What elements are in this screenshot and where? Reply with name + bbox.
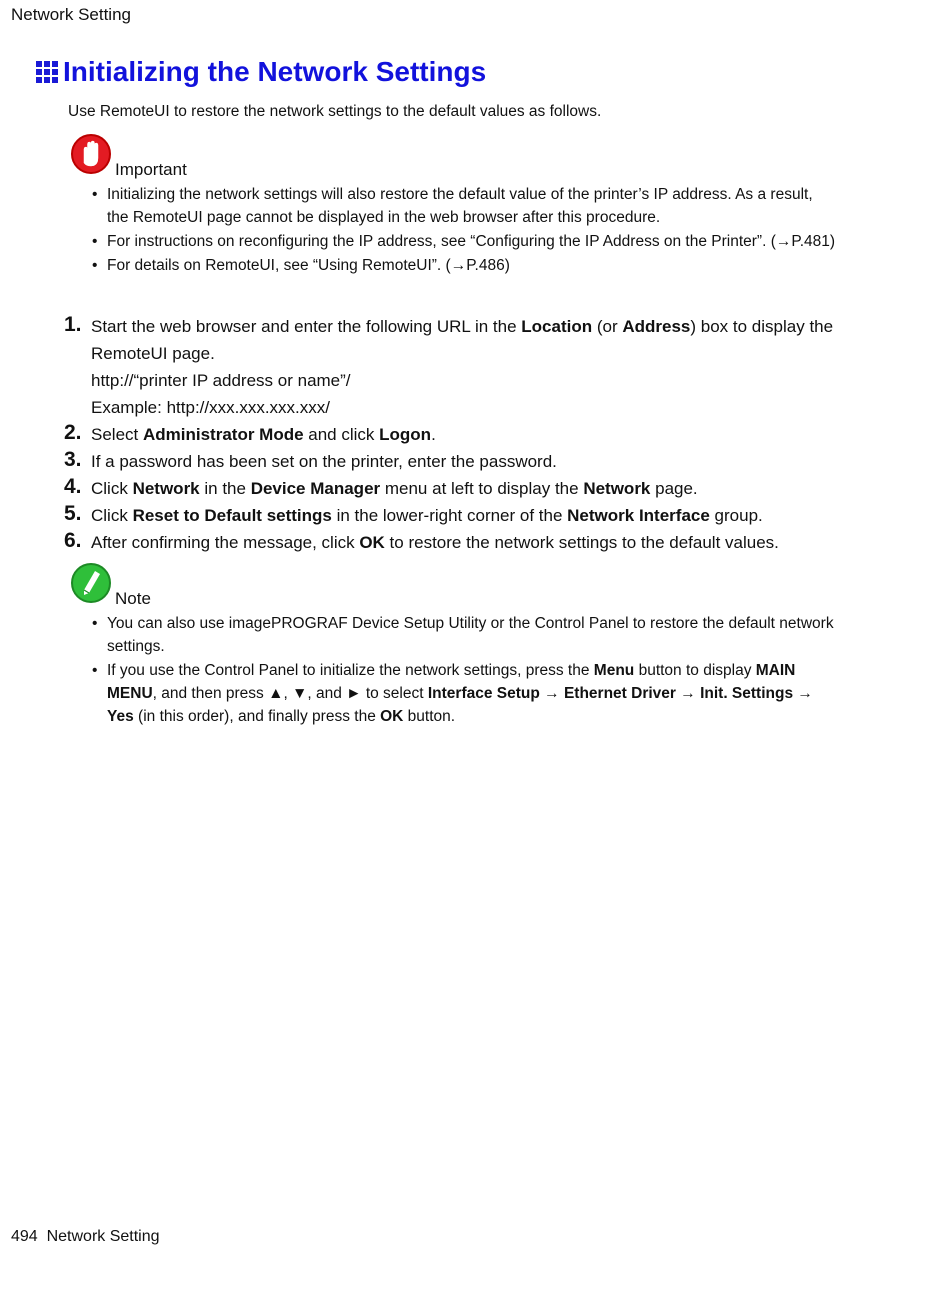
list-item: • You can also use imagePROGRAF Device Setup Utility or the Control Panel to restore the default network settings. [92, 612, 837, 658]
list-item: • For details on RemoteUI, see “Using RemoteUI”. (→P.486) [92, 254, 837, 277]
page-footer [11, 1228, 160, 1246]
url-example: Example: http://xxx.xxx.xxx.xxx/ [91, 398, 331, 417]
step-number: 2. [64, 421, 82, 444]
step-3: 3. If a password has been set on the printer, enter the password. [64, 448, 557, 471]
step-number: 6. [64, 529, 82, 552]
section-heading [36, 56, 486, 88]
note-label: Note [115, 589, 151, 608]
step-number: 4. [64, 475, 82, 498]
list-item: • For instructions on reconfiguring the IP address, see “Configuring the IP Address on the Printer”. (→P.481) [92, 230, 837, 253]
step-4: 4. Click Network in the Device Manager menu at left to display the Network page. [64, 475, 698, 498]
step-number: 5. [64, 502, 82, 525]
page-title: Initializing the Network Settings [63, 56, 487, 87]
step-number: 3. [64, 448, 82, 471]
step-1: 1. Start the web browser and enter the following URL in the Location (or Address) box to display the RemoteUI page. http://“printer IP address or name”/ Example: http://xxx.xxx.xxx.xxx/ [64, 313, 834, 421]
address-term: Address [622, 317, 691, 336]
important-list [92, 183, 837, 277]
important-hand-icon [71, 134, 111, 174]
location-term: Location [521, 317, 593, 336]
section-grid-icon [36, 61, 58, 83]
step-5: 5. Click Reset to Default settings in the lower-right corner of the Network Interface group. [64, 502, 763, 525]
note-list [92, 612, 837, 728]
step-number: 1. [64, 313, 82, 336]
note-pencil-icon [71, 563, 111, 603]
url-format: http://“printer IP address or name”/ [91, 371, 351, 390]
important-label: Important [115, 160, 187, 179]
step-6: 6. After confirming the message, click OK to restore the network settings to the default values. [64, 529, 779, 552]
running-header: Network Setting [11, 5, 131, 24]
list-item: • If you use the Control Panel to initialize the network settings, press the Menu button to display MAIN MENU, and then press ▲, ▼, and ► to select Interface Setup → Ethernet Driver → Init. Settings → Yes (in this order), and finally press the OK button. [92, 659, 837, 728]
list-item: • Initializing the network settings will also restore the default value of the printer’s IP address. As a result, the RemoteUI page cannot be displayed in the web browser after this procedure. [92, 183, 837, 229]
page-number: 494 [11, 1228, 38, 1245]
step-2: 2. Select Administrator Mode and click Logon. [64, 421, 436, 444]
procedure-steps [64, 313, 834, 556]
intro-text: Use RemoteUI to restore the network settings to the default values as follows. [68, 103, 602, 120]
footer-section: Network Setting [46, 1228, 160, 1245]
